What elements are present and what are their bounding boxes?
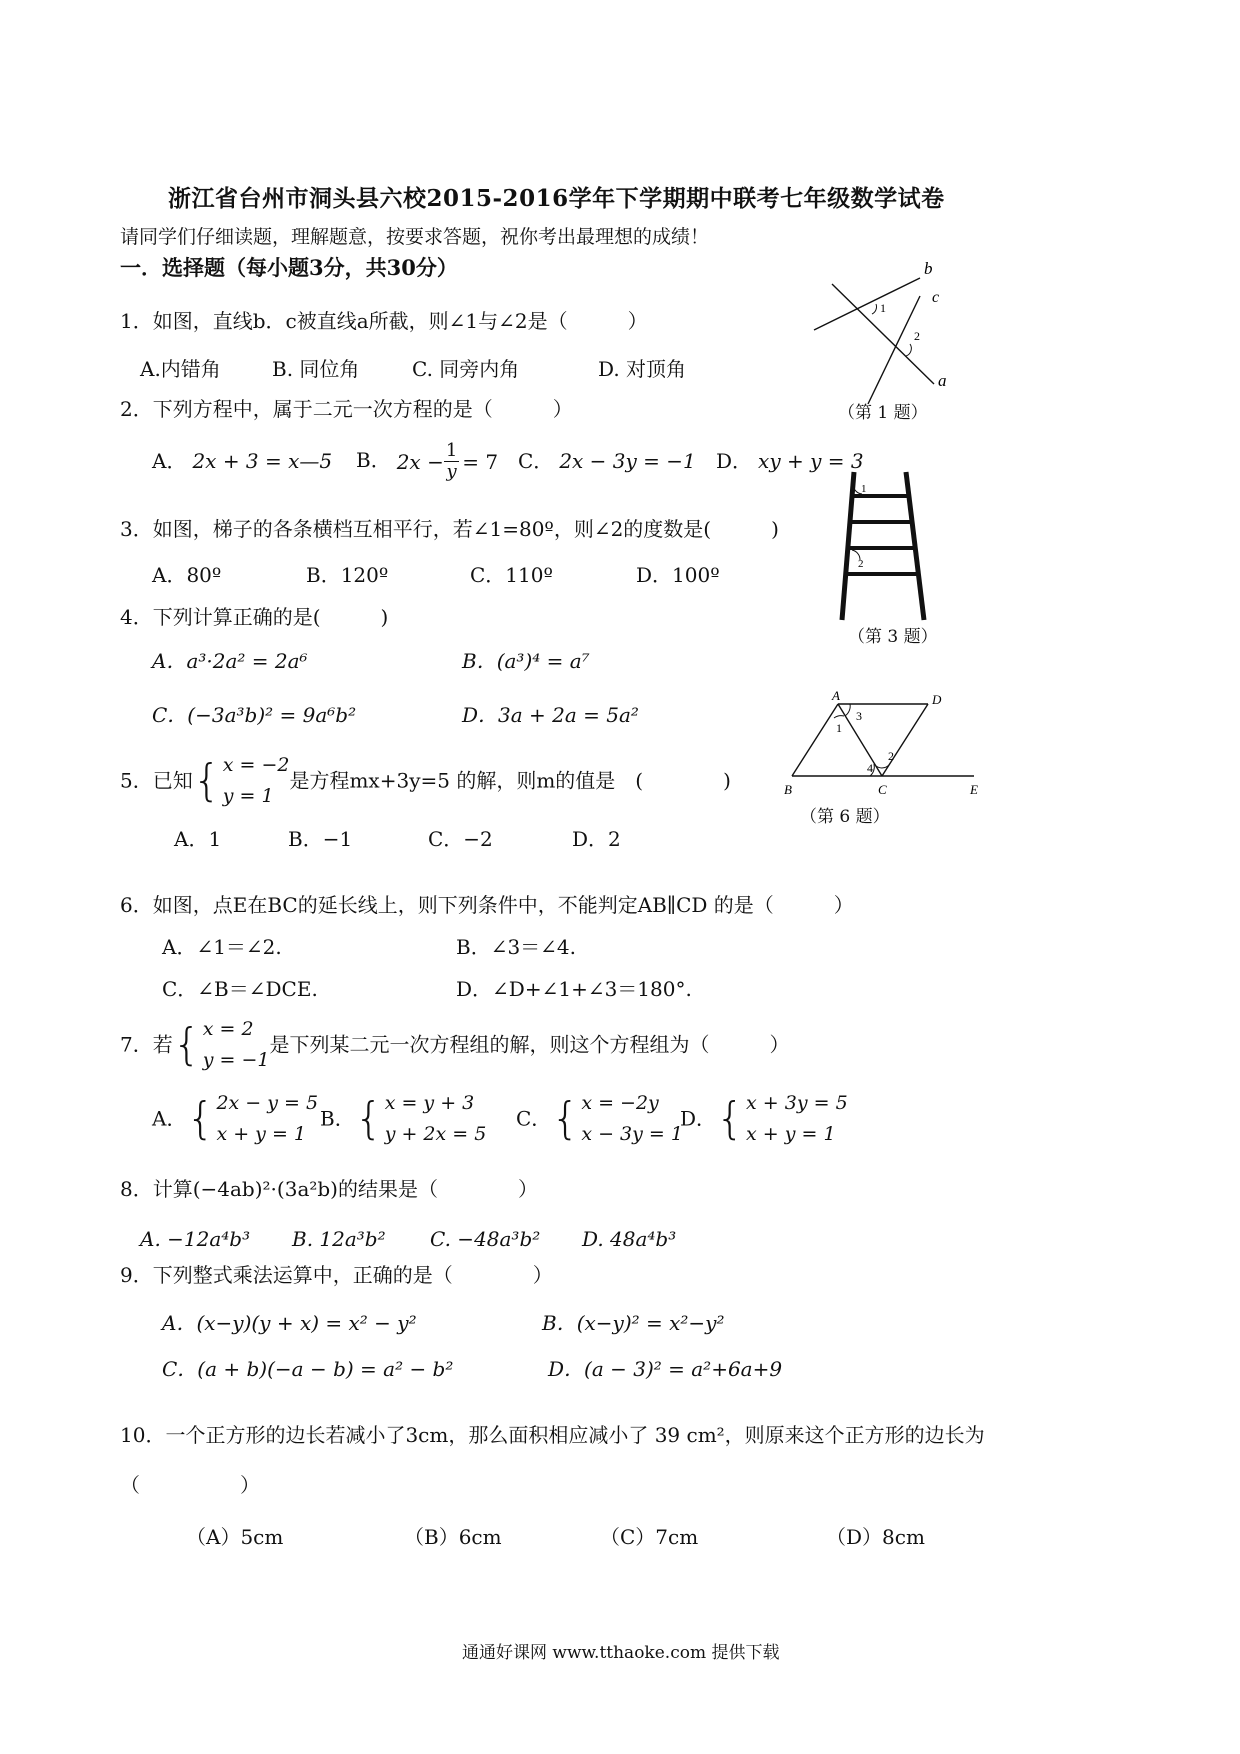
figure-q6-angle4-label: 4 <box>867 761 873 775</box>
figure-q3-diagram <box>828 466 940 626</box>
q2-option-b-pre: 2x − <box>396 449 444 474</box>
figure-q6-angle3-label: 3 <box>856 709 862 723</box>
figure-q3-caption: （第 3 题） <box>848 627 938 647</box>
q7-option-d <box>680 1086 848 1150</box>
q5-post: 是方程mx+3y=5 的解，则m的值是 ( ) <box>289 768 731 793</box>
q7-system-line1: x = 2 <box>202 1017 254 1040</box>
q7-option-c-system <box>581 1088 683 1150</box>
section-heading: 一．选择题（每小题3分，共30分） <box>120 255 458 280</box>
q2-option-b-denominator: y <box>446 461 457 482</box>
figure-q1-diagram <box>808 258 978 418</box>
q7-option-d-system <box>746 1088 848 1150</box>
q7-option-a-brace: { <box>186 1092 215 1144</box>
q2-option-d-label: D． <box>716 449 753 473</box>
q10-option-a: （A）5cm <box>186 1525 284 1549</box>
figure-q6-label-b: B <box>784 782 792 797</box>
q5-stem <box>120 748 731 812</box>
q4-option-c: C．(−3a³b)² = 9a⁶b² <box>152 703 357 727</box>
q7-option-d-label: D． <box>680 1106 717 1131</box>
q7-option-a-label: A． <box>152 1106 187 1131</box>
q2-option-a-expr: 2x + 3 = x—5 <box>192 449 333 473</box>
q6-option-a: A．∠1＝∠2. <box>162 935 282 959</box>
figure-q6-angle3-arc <box>845 704 850 716</box>
q2-option-c-expr: 2x − 3y = −1 <box>559 449 696 473</box>
q7-option-b-brace: { <box>354 1092 383 1144</box>
figure-q1-label-b: b <box>924 259 933 278</box>
q2-option-a <box>152 448 332 474</box>
q7-option-c <box>516 1086 683 1150</box>
q7-option-d-line2: x + y = 1 <box>746 1122 836 1145</box>
q10-stem: 10．一个正方形的边长若减小了3cm，那么面积相应减小了 39 cm²，则原来这个正方形的边长为 <box>120 1423 985 1447</box>
q7-option-b-label: B． <box>320 1106 355 1131</box>
q7-option-c-line2: x − 3y = 1 <box>581 1122 683 1145</box>
instruction-text: 请同学们仔细读题，理解题意，按要求答题，祝你考出最理想的成绩！ <box>120 226 710 248</box>
figure-q1-angle2-label: 2 <box>914 329 920 343</box>
q7-option-b-system <box>385 1088 487 1150</box>
q2-option-b-fraction <box>444 441 459 482</box>
figure-q6-angle1-label: 1 <box>836 721 842 735</box>
figure-q6-segment-ab <box>792 704 838 776</box>
q7-option-b <box>320 1086 486 1150</box>
q8-stem: 8．计算(−4ab)²·(3a²b)的结果是（ ） <box>120 1177 538 1201</box>
q7-option-b-line1: x = y + 3 <box>384 1091 475 1114</box>
page-footer: 通通好课网 www.tthaoke.com 提供下载 <box>462 1643 780 1663</box>
q7-option-c-label: C． <box>516 1106 552 1131</box>
q5-system-line1: x = −2 <box>222 753 290 776</box>
q7-post: 是下列某二元一次方程组的解，则这个方程组为（ ） <box>269 1032 790 1057</box>
q9-option-b: B．(x−y)² = x²−y² <box>542 1311 725 1335</box>
q7-option-c-line1: x = −2y <box>581 1091 659 1114</box>
q7-system-line2: y = −1 <box>202 1048 270 1071</box>
q5-option-b: B．−1 <box>288 827 353 851</box>
figure-q6-label-a: A <box>832 690 840 703</box>
q7-stem <box>120 1012 789 1076</box>
figure-q3-angle1-label: 1 <box>861 483 867 495</box>
q8-option-b: B. 12a³b² <box>292 1227 386 1251</box>
q3-option-c: C．110º <box>470 563 553 587</box>
q2-option-b-post: = 7 <box>462 449 499 474</box>
figure-q1-label-c: c <box>932 289 940 306</box>
figure-q1-label-a: a <box>938 371 947 390</box>
figure-q6-angle1-arc <box>834 716 844 718</box>
q5-system <box>223 750 290 812</box>
q2-option-b-label: B． <box>356 448 391 472</box>
q10-option-d: （D）8cm <box>826 1525 925 1549</box>
q10-option-b: （B）6cm <box>404 1525 502 1549</box>
figure-q6-caption: （第 6 题） <box>800 807 890 827</box>
q7-option-a-line2: x + y = 1 <box>216 1122 306 1145</box>
q5-system-line2: y = 1 <box>222 784 274 807</box>
q5-option-d: D．2 <box>572 827 621 851</box>
q1-stem: 1．如图，直线b．c被直线a所截，则∠1与∠2是（ ） <box>120 309 648 333</box>
q1-option-b: B. 同位角 <box>272 357 360 381</box>
figure-q6-diagram <box>780 690 990 800</box>
q6-option-b: B．∠3＝∠4. <box>456 935 577 959</box>
q1-option-c: C. 同旁内角 <box>412 357 520 381</box>
figure-q6-label-d: D <box>932 692 942 707</box>
q9-option-a: A．(x−y)(y + x) = x² − y² <box>162 1311 417 1335</box>
q1-option-a: A.内错角 <box>140 357 221 381</box>
q3-option-b: B．120º <box>306 563 389 587</box>
q6-stem: 6．如图，点E在BC的延长线上，则下列条件中，不能判定AB∥CD 的是（ ） <box>120 893 854 917</box>
q7-system <box>203 1014 270 1076</box>
q4-option-d: D．3a + 2a = 5a² <box>462 703 639 727</box>
q3-option-a: A．80º <box>152 563 222 587</box>
q1-option-d: D. 对顶角 <box>598 357 687 381</box>
q6-option-c: C．∠B＝∠DCE. <box>162 977 318 1001</box>
q3-option-d: D．100º <box>636 563 720 587</box>
q5-pre: 5．已知 <box>120 768 193 793</box>
q7-pre: 7．若 <box>120 1032 173 1057</box>
q7-option-d-brace: { <box>716 1092 745 1144</box>
q2-option-a-label: A． <box>152 449 187 473</box>
q2-option-d-expr: xy + y = 3 <box>758 449 864 473</box>
q2-stem: 2．下列方程中，属于二元一次方程的是（ ） <box>120 397 573 421</box>
q2-option-c-label: C． <box>518 449 554 473</box>
q7-option-a-system <box>216 1088 318 1150</box>
figure-q1-line-b <box>814 278 920 330</box>
page-title: 浙江省台州市洞头县六校2015-2016学年下学期期中联考七年级数学试卷 <box>168 185 945 212</box>
figure-q1-caption: （第 1 题） <box>838 403 928 423</box>
q9-stem: 9．下列整式乘法运算中，正确的是（ ） <box>120 1263 553 1287</box>
q9-option-d: D．(a − 3)² = a²+6a+9 <box>548 1357 783 1381</box>
q7-option-a <box>152 1086 318 1150</box>
figure-q6-angle2-label: 2 <box>888 749 894 763</box>
q10-option-c: （C）7cm <box>600 1525 699 1549</box>
q5-brace: { <box>192 754 221 806</box>
q4-option-b: B．(a³)⁴ = a⁷ <box>462 649 590 673</box>
figure-q3-angle2-label: 2 <box>858 558 864 570</box>
q2-option-c <box>518 448 696 474</box>
q8-option-d: D. 48a⁴b³ <box>582 1227 677 1251</box>
q2-option-b-numerator: 1 <box>445 440 458 461</box>
figure-q1-angle2-arc <box>906 344 911 356</box>
q9-option-c: C．(a + b)(−a − b) = a² − b² <box>162 1357 454 1381</box>
q5-option-c: C．−2 <box>428 827 493 851</box>
q7-option-d-line1: x + 3y = 5 <box>746 1091 848 1114</box>
figure-q6-label-c: C <box>878 782 887 797</box>
q7-option-b-line2: y + 2x = 5 <box>384 1122 487 1145</box>
q7-option-c-brace: { <box>551 1092 580 1144</box>
q3-stem: 3．如图，梯子的各条横档互相平行，若∠1=80º，则∠2的度数是( ) <box>120 517 779 541</box>
q4-option-a: A．a³·2a² = 2a⁶ <box>152 649 308 673</box>
q7-option-a-line1: 2x − y = 5 <box>216 1091 319 1114</box>
figure-q1-angle1-arc <box>872 304 877 314</box>
figure-q1-angle1-label: 1 <box>880 301 886 315</box>
q2-option-b <box>356 436 498 486</box>
q5-option-a: A．1 <box>174 827 222 851</box>
q6-option-d: D．∠D+∠1+∠3＝180°. <box>456 977 692 1001</box>
q10-answer-paren: （ ） <box>120 1473 260 1497</box>
figure-q6-label-e: E <box>970 782 978 797</box>
q8-option-c: C. −48a³b² <box>430 1227 541 1251</box>
q8-option-a: A. −12a⁴b³ <box>140 1227 251 1251</box>
figure-q1-line-c <box>868 296 920 404</box>
q4-stem: 4．下列计算正确的是( ) <box>120 605 389 629</box>
q7-brace: { <box>172 1018 201 1070</box>
